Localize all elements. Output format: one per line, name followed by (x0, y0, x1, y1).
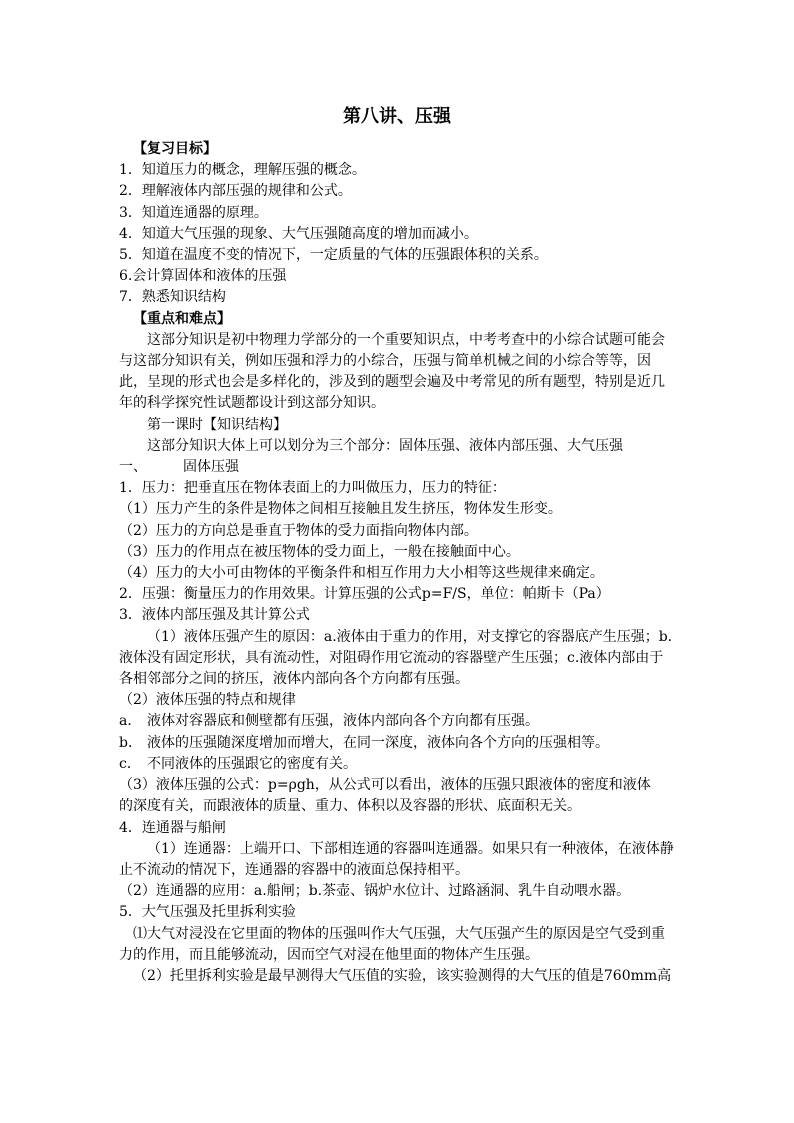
section-one-label: 固体压强 (183, 459, 239, 476)
review-item-4: 4．知道大气压强的现象、大气压强随高度的增加而减小。 (119, 225, 478, 242)
section-one-heading (119, 457, 677, 478)
liquid-pressure-cause: （1）液体压强产生的原因：a.液体由于重力的作用，对支撑它的容器底产生压强；b.液体没有固定形状，具有流动性，对阻碍作用它流动的容器壁产生压强；c.液体内部由于各相邻部分之间的挤压，液体内部向各个方向都有压强。 (119, 628, 673, 688)
key-paragraph: 这部分知识是初中物理力学部分的一个重要知识点，中考考查中的小综合试题可能会与这部分知识有关，例如压强和浮力的小综合，压强与简单机械之间的小综合等等，因此，呈现的形式也会是多样化的，涉及到的题型会遍及中考常见的所有题型，特别是近几年的科学探究性试题都设计到这部分知识。 (119, 331, 665, 412)
liquid-pressure-heading: 3．液体内部压强及其计算公式 (119, 607, 310, 624)
review-item-6: 6.会计算固体和液体的压强 (119, 268, 287, 285)
review-item-7: 7．熟悉知识结构 (119, 289, 226, 306)
pressure-feature-1: （1）压力产生的条件是物体之间相互接触且发生挤压，物体发生形变。 (119, 501, 562, 518)
pressure-feature-4: （4）压力的大小可由物体的平衡条件和相互作用力大小相等这些规律来确定。 (119, 565, 604, 582)
liquid-rule-b (119, 733, 677, 754)
page-title: 第八讲、压强 (343, 106, 451, 127)
pressure-feature-2: （2）压力的方向总是垂直于物体的受力面指向物体内部。 (119, 522, 478, 539)
review-item-2: 2．理解液体内部压强的规律和公式。 (119, 183, 352, 200)
liquid-rule-c-text: 不同液体的压强跟它的密度有关。 (147, 755, 357, 772)
liquid-pressure-formula: （3）液体压强的公式：p=ρgh，从公式可以看出，液体的压强只跟液体的密度和液体 (119, 777, 651, 794)
review-item-1: 1．知道压力的概念，理解压强的概念。 (119, 162, 366, 179)
liquid-rule-b-text: 液体的压强随深度增加而增大，在同一深度，液体向各个方向的压强相等。 (147, 734, 609, 751)
liquid-rule-a (119, 711, 677, 732)
pressure-feature-3: （3）压力的作用点在被压物体的受力面上，一般在接触面中心。 (119, 543, 520, 560)
vessel-applications: （2）连通器的应用：a.船闸；b.茶壶、锅炉水位计、过路涵洞、乳牛自动喂水器。 (119, 883, 631, 900)
liquid-rule-a-mark: a． (119, 713, 142, 730)
liquid-rule-a-text: 液体对容器底和侧壁都有压强，液体内部向各个方向都有压强。 (147, 713, 539, 730)
review-item-5: 5．知道在温度不变的情况下，一定质量的气体的压强跟体积的关系。 (119, 247, 548, 264)
key-heading: 【重点和难点】 (133, 310, 231, 327)
section-one-number: 一、 (119, 459, 147, 476)
vessel-definition: （1）连通器：上端开口、下部相连通的容器叫连通器。如果只有一种液体，在液体静止不流动的情况下，连通器的容器中的液面总保持相平。 (119, 840, 674, 878)
liquid-pressure-formula-continued: 的深度有关，而跟液体的质量、重力、体积以及容器的形状、底面积无关。 (119, 798, 581, 815)
pressure-definition: 1．压力：把垂直压在物体表面上的力叫做压力，压力的特征： (119, 480, 506, 497)
review-item-3: 3．知道连通器的原理。 (119, 204, 268, 221)
liquid-rule-c (119, 754, 677, 775)
vessel-heading: 4．连通器与船闸 (119, 819, 226, 836)
atmospheric-heading: 5．大气压强及托里拆利实验 (119, 904, 296, 921)
review-heading: 【复习目标】 (133, 141, 217, 157)
lesson-heading: 第一课时【知识结构】 (147, 416, 287, 433)
document-body (119, 139, 677, 987)
liquid-rule-c-mark: c． (119, 755, 141, 772)
pressure-formula: 2．压强：衡量压力的作用效果。计算压强的公式p=F/S，单位：帕斯卡（Pa） (119, 586, 610, 603)
liquid-rules-heading: （2）液体压强的特点和规律 (119, 692, 296, 709)
atmospheric-definition: ⑴大气对浸没在它里面的物体的压强叫作大气压强，大气压强产生的原因是空气受到重力的作用，而且能够流动，因而空气对浸在他里面的物体产生压强。 (119, 925, 665, 963)
liquid-rule-b-mark: b． (119, 734, 142, 751)
lesson-intro: 这部分知识大体上可以划分为三个部分：固体压强、液体内部压强、大气压强 (147, 437, 623, 454)
torricelli-experiment: （2）托里拆利实验是最早测得大气压值的实验，该实验测得的大气压的值是760mm高 (133, 967, 672, 984)
